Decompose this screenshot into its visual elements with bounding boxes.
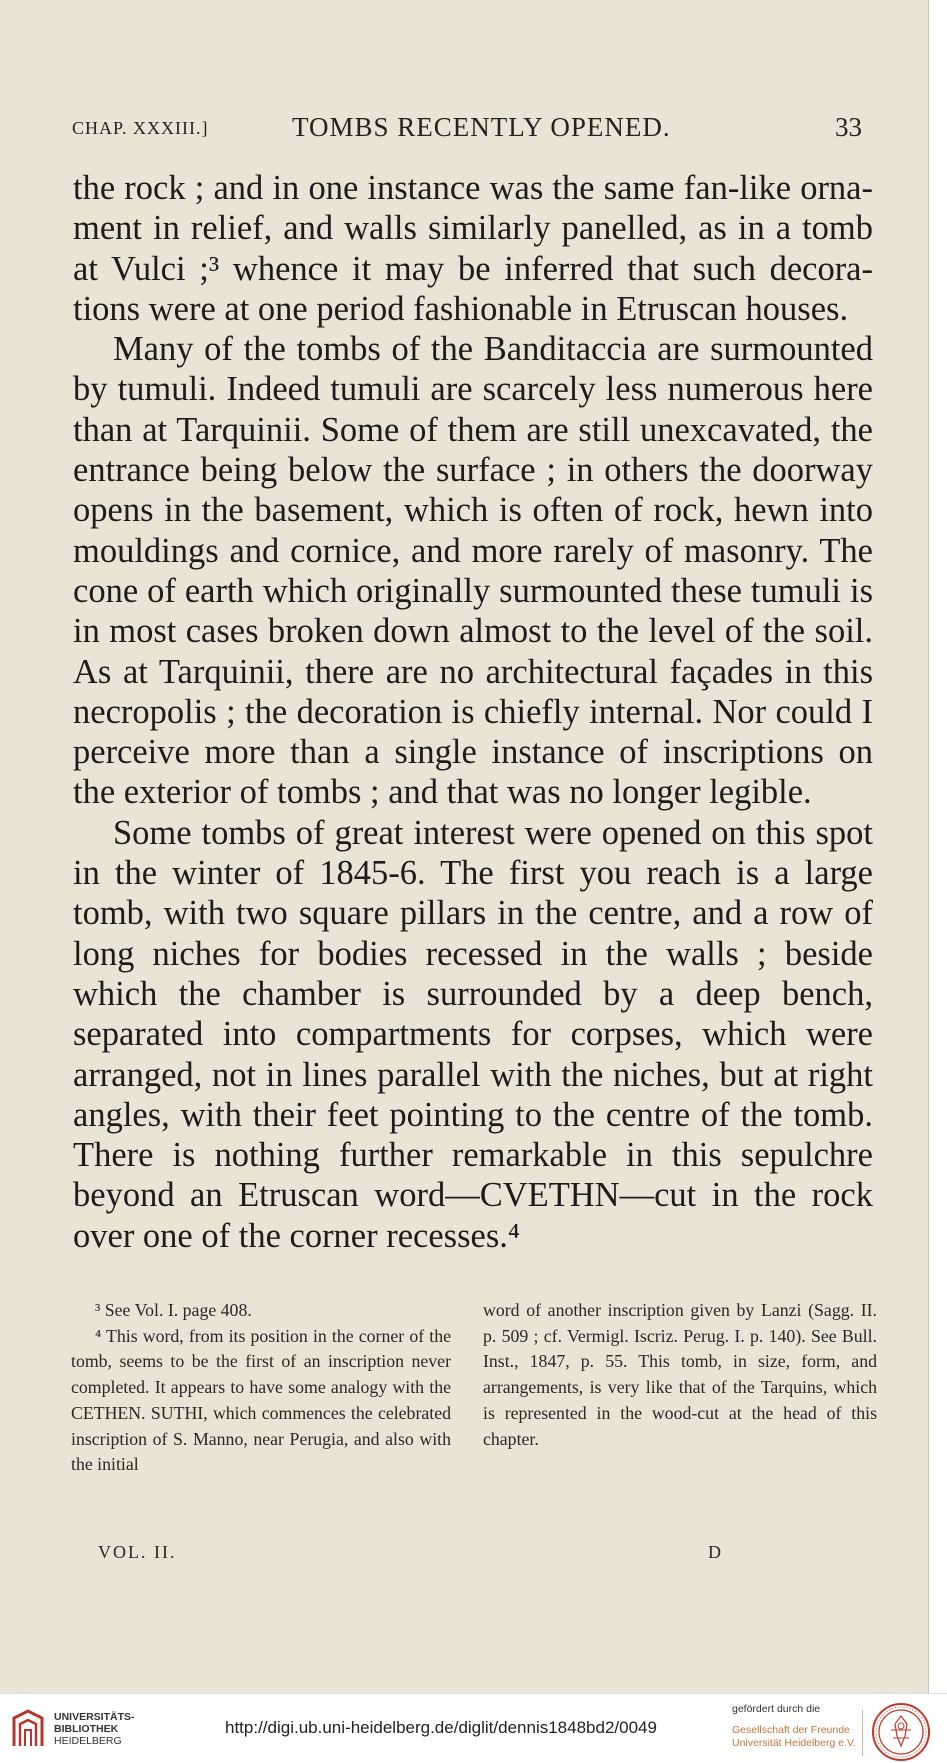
sponsor-org-line1: Gesellschaft der Freunde bbox=[732, 1724, 850, 1736]
paragraph-3: Some tombs of great interest were opened on this spot in the winter of 1845-6. The first you reach is a large tomb, with two square pillars in the centre, and a row of long niches for bodies recessed in the walls ; beside which the chamber is surrounded by a deep bench, separated into compartments for corpses, which were arranged, not in lines parallel with the niches, but at right angles, with their feet pointing to the centre of the tomb. There is nothing further remarkable in this sepulchre beyond an Etruscan word—CVETHN—cut in the rock over one of the corner recesses.⁴ bbox=[73, 813, 873, 1255]
running-title: TOMBS RECENTLY OPENED. bbox=[292, 112, 671, 142]
sponsor-org-line2: Universität Heidelberg e.V. bbox=[732, 1737, 856, 1749]
paragraph-1: the rock ; and in one instance was the same fan-like ornament in relief, and walls similarly panelled, as in a tomb at Vulci ;³ whence it may be inferred that such decorations were at one period fashionable in Etruscan houses. bbox=[73, 169, 873, 328]
footer-bar bbox=[0, 1693, 947, 1763]
chapter-label: CHAP. XXXIII.] bbox=[72, 118, 209, 138]
sponsor-credit bbox=[732, 1703, 857, 1750]
paragraph-2: Many of the tombs of the Banditaccia are surmounted by tumuli. Indeed tumuli are scarcely less numerous here than at Tarquinii. Some of them are still unexcavated, the entrance being below the surface ; in others the doorway opens in the basement, which is often of rock, hewn into mouldings and cornice, and more rarely of masonry. The cone of earth which originally surmounted these tumuli is in most cases broken down almost to the level of the soil. As at Tarquinii, there are no architectural façades in this necropolis ; the decoration is chiefly internal. Nor could I perceive more than a single instance of inscriptions on the exterior of tombs ; and that was no longer legible. bbox=[73, 330, 873, 812]
footnotes-right-column bbox=[483, 1298, 877, 1452]
library-logo-icon bbox=[10, 1708, 46, 1750]
body-text bbox=[73, 168, 873, 1256]
footnote-4: ⁴ This word, from its position in the corner of the tomb, seems to be the first of an inscription never completed. It appears to have some analogy with the CETHEN. SUTHI, which commences the celebrated inscription of S. Manno, near Perugia, and also with the initial bbox=[71, 1325, 451, 1475]
library-name: UNIVERSITÄTS- BIBLIOTHEK HEIDELBERG bbox=[54, 1711, 135, 1747]
page-edge bbox=[928, 0, 947, 1693]
university-seal-icon bbox=[871, 1702, 931, 1762]
running-head bbox=[72, 112, 862, 146]
page-number: 33 bbox=[835, 112, 862, 142]
sponsor-label: gefördert durch die bbox=[732, 1703, 821, 1715]
permalink-url[interactable]: http://digi.ub.uni-heidelberg.de/diglit/dennis1848bd2/0049 bbox=[225, 1718, 657, 1737]
signature-letter: D bbox=[708, 1542, 721, 1562]
signature-line bbox=[98, 1542, 798, 1568]
sponsor-divider bbox=[862, 1710, 863, 1756]
footnote-3: ³ See Vol. I. page 408. bbox=[95, 1300, 252, 1320]
footnote-4-continued: word of another inscription given by Lanzi (Sagg. II. p. 509 ; cf. Vermigl. Iscriz. Perug. I. p. 140). See Bull. Inst., 1847, p. 55. This tomb, in size, form, and arrangements, is very like that of the Tarquins, which is represented in the wood-cut at the head of this chapter. bbox=[483, 1300, 877, 1449]
volume-mark: VOL. II. bbox=[98, 1542, 177, 1562]
footnotes-left-column bbox=[71, 1298, 451, 1478]
